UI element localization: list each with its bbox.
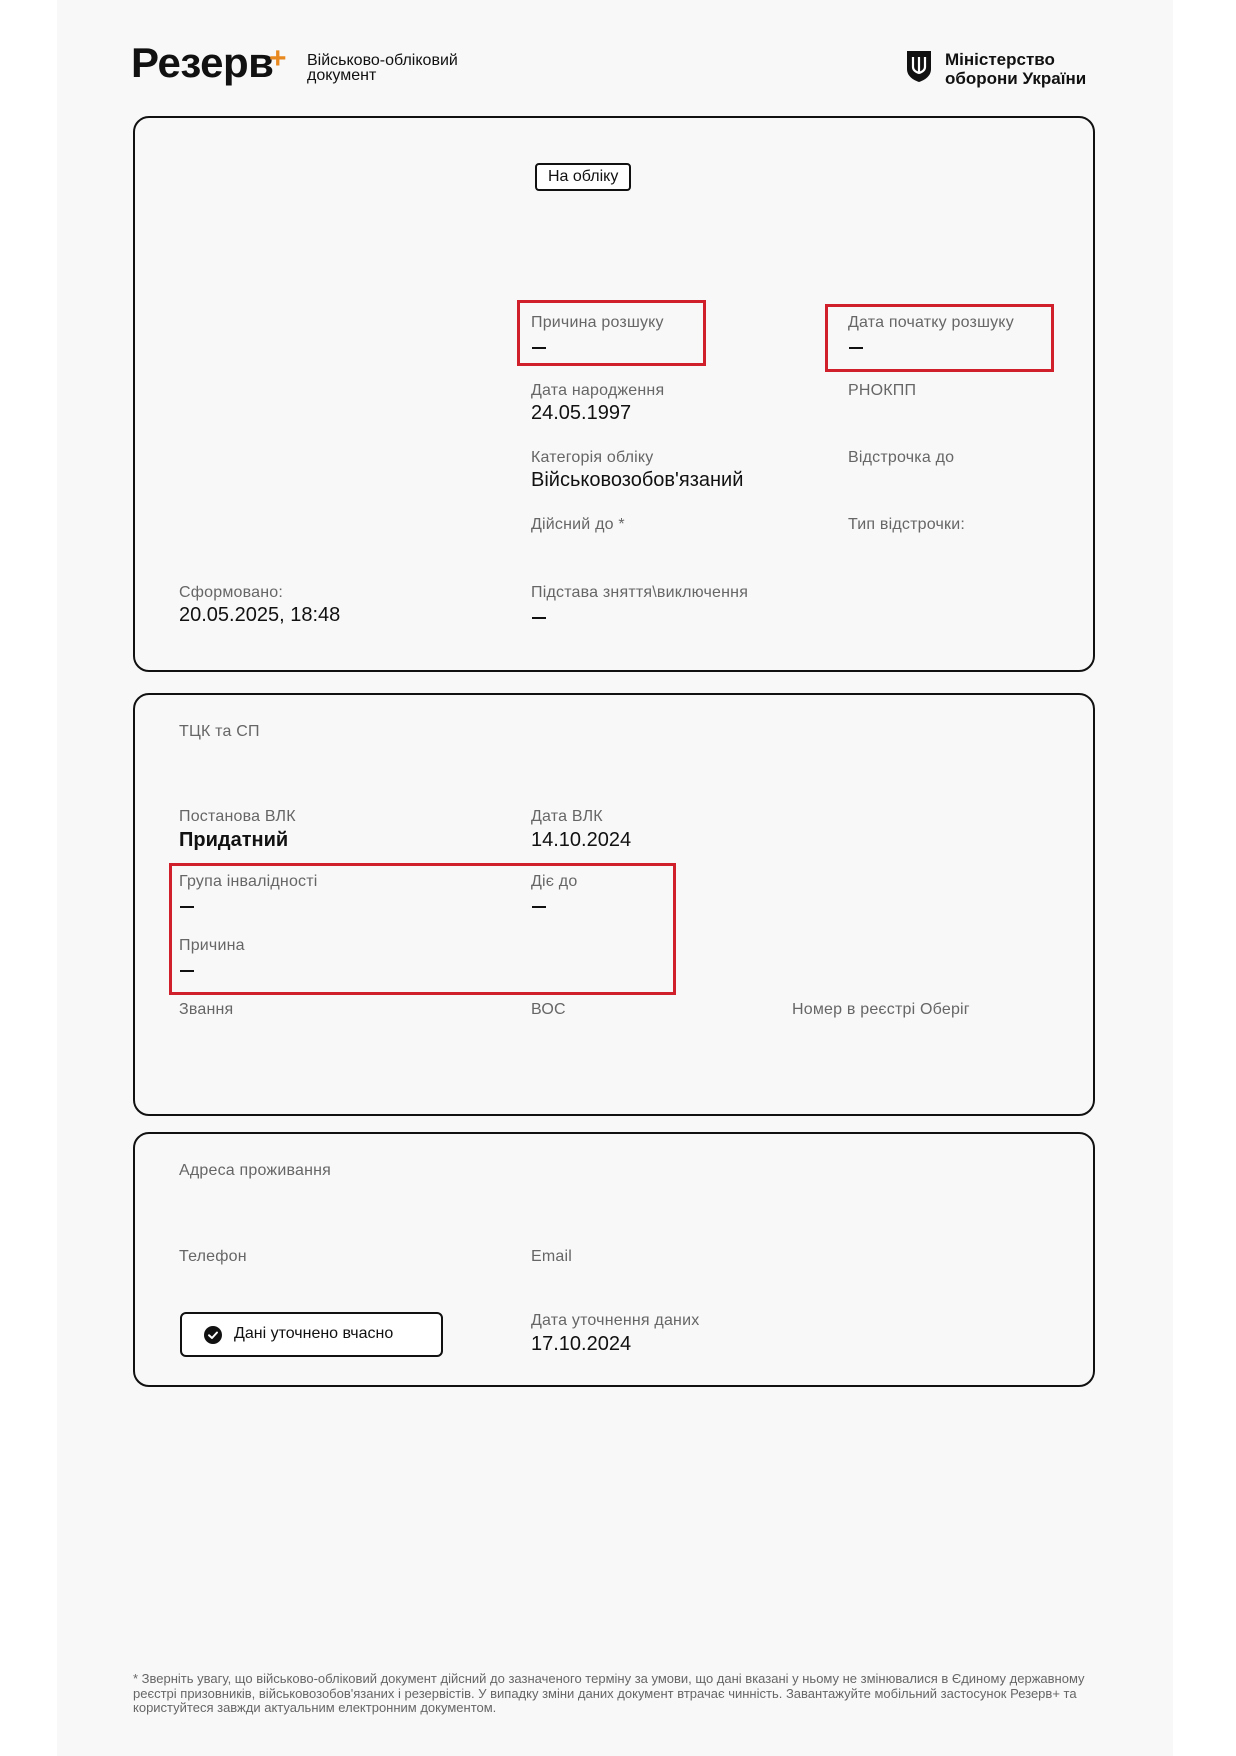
disability-valid-until-label: Діє до [531,873,578,890]
data-updated-label: Дані уточнено вчасно [234,1325,394,1342]
registry-label: Номер в реєстрі Оберіг [792,1001,970,1018]
vlk-date-value: 14.10.2024 [531,829,632,851]
search-start-label: Дата початку розшуку [848,314,1014,331]
vlk-date-label: Дата ВЛК [531,808,603,825]
brand-logo: Резерв [131,39,274,86]
search-reason-label: Причина розшуку [531,314,664,331]
category-label: Категорія обліку [531,449,654,466]
update-date-label: Дата уточнення даних [531,1312,700,1329]
tck-label: ТЦК та СП [179,723,260,740]
data-updated-button[interactable] [180,1312,443,1357]
ministry-name [945,50,1135,88]
vlk-decision-value: Придатний [179,829,289,851]
check-circle-icon [204,1326,222,1344]
removal-basis-label: Підстава зняття\виключення [531,584,749,601]
rank-label: Звання [179,1001,234,1018]
disability-valid-until-value [532,906,546,908]
status-badge: На обліку [535,163,631,191]
deferral-until-label: Відстрочка до [848,449,955,466]
category-value: Військовозобов'язаний [531,469,744,491]
rnokpp-label: РНОКПП [848,382,917,399]
ministry-line1: Міністерство [945,50,1055,69]
phone-label: Телефон [179,1248,247,1265]
update-date-value: 17.10.2024 [531,1333,632,1355]
disability-reason-value [180,970,194,972]
brand-plus: + [269,42,287,75]
footnote: * Зверніть увагу, що військово-обліковий документ дійсний до зазначеного терміну за умови, що дані вказані у ньому не змінювалися в Єдиному державному реєстрі призовників, військовозобов'язаних і резервістів. У випадку зміни даних документ втрачає чинність. Завантажуйте мобільний застосунок Резерв+ та користуйтеся завжди актуальним електронним документом. [133,1671,1085,1715]
birth-date-value: 24.05.1997 [531,402,632,424]
highlight-search-reason [517,300,706,366]
generated-label: Сформовано: [179,584,284,601]
disability-group-value [180,906,194,908]
ministry-line2: оборони України [945,69,1087,88]
document-type: Військово-обліковий документ [307,52,458,84]
removal-basis-value [532,617,546,619]
deferral-type-label: Тип відстрочки: [848,516,965,533]
email-label: Email [531,1248,573,1265]
valid-until-label: Дійсний до * [531,516,625,533]
generated-value: 20.05.2025, 18:48 [179,604,341,626]
vlk-decision-label: Постанова ВЛК [179,808,296,825]
search-start-value [849,347,863,349]
disability-group-label: Група інвалідності [179,873,318,890]
address-label: Адреса проживання [179,1162,332,1179]
ministry-trident-icon [905,49,933,83]
disability-reason-label: Причина [179,937,245,954]
birth-date-label: Дата народження [531,382,665,399]
search-reason-value [532,347,546,349]
vos-label: ВОС [531,1001,566,1018]
